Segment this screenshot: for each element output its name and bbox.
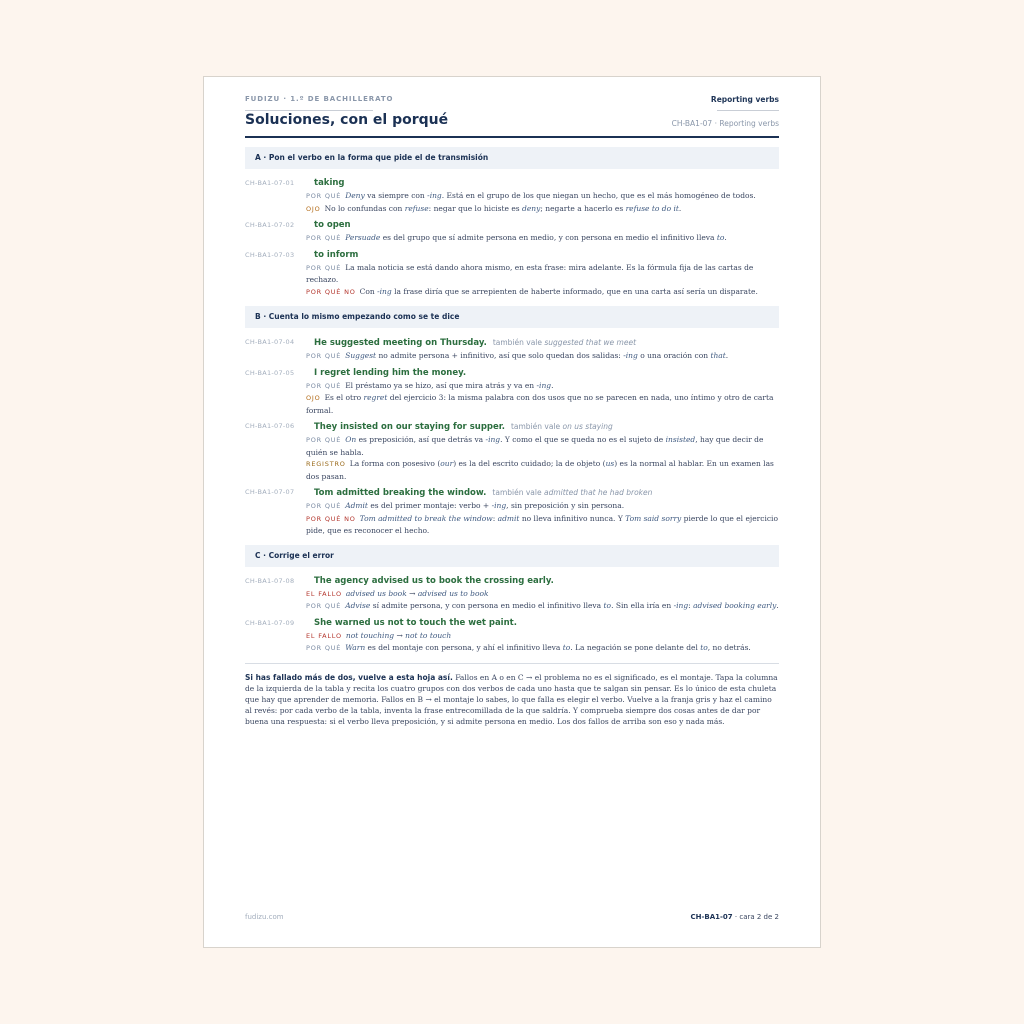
closing-paragraph	[245, 672, 779, 728]
explanation-note	[306, 588, 779, 601]
note-text: Es el otro regret del ejercicio 3: la misma palabra con dos usos que no se parecen en nada, uno íntimo y otro de carta formal.	[306, 393, 774, 415]
note-text: On es preposición, así que detrás va -ing. Y como el que se queda no es el sujeto de insisted, hay que decir de quién se habla.	[306, 435, 764, 457]
footer-site: fudizu.com	[245, 913, 284, 921]
note-tag: POR QUÉ	[306, 502, 342, 510]
item-code: CH-BA1-07-01	[245, 179, 295, 187]
solution-item	[245, 219, 779, 245]
solution-item	[245, 177, 779, 215]
note-text: Warn es del montaje con persona, y ahí el infinitivo lleva to. La negación se pone delante del to, no detrás.	[345, 643, 751, 652]
explanation-note	[306, 630, 779, 643]
note-text: Persuade es del grupo que sí admite persona en medio, y con persona en medio el infinitivo lleva to.	[345, 233, 727, 242]
item-code: CH-BA1-07-05	[245, 368, 295, 377]
note-text: not touching → not to touch	[345, 630, 452, 640]
note-tag: POR QUÉ	[306, 602, 342, 610]
note-text: Con -ing la frase diría que se arrepienten de haberte informado, que en una carta así sería un disparate.	[359, 286, 758, 296]
note-tag: POR QUÉ	[306, 436, 342, 444]
answer-text	[314, 177, 779, 190]
note-text: No lo confundas con refuse: negar que lo hiciste es deny; negarte a hacerlo es refuse to do it.	[324, 203, 682, 213]
answer-text	[314, 420, 779, 434]
answer-value: taking	[314, 178, 345, 188]
explanation-note	[306, 600, 779, 613]
alternative-value: suggested that we meet	[544, 338, 637, 347]
explanation-note	[306, 190, 779, 203]
alternative-answer	[493, 338, 636, 347]
answer-text	[314, 249, 779, 262]
note-tag: EL FALLO	[306, 589, 342, 598]
topic-label: Reporting verbs	[710, 95, 779, 104]
alternative-value: admitted that he had broken	[543, 488, 653, 497]
explanation-note	[306, 513, 779, 537]
solution-item	[245, 575, 779, 613]
note-tag: POR QUÉ	[306, 192, 342, 200]
answer-text	[314, 336, 779, 350]
item-code: CH-BA1-07-08	[245, 576, 295, 585]
answer-value: She warned us not to touch the wet paint.	[314, 617, 517, 628]
footer-page	[691, 913, 780, 921]
note-text: Deny va siempre con -ing. Está en el grupo de los que niegan un hecho, que es el más homogéneo de todos.	[345, 191, 756, 200]
note-text: Advise sí admite persona, y con persona en medio el infinitivo lleva to. Sin ella iría en -ing: advised booking early.	[345, 601, 779, 610]
answer-value: I regret lending him the money.	[314, 367, 467, 378]
note-tag: POR QUÉ	[306, 263, 342, 272]
solution-item	[245, 420, 779, 482]
explanation-note	[306, 434, 779, 458]
alternative-prefix: también vale	[492, 338, 542, 347]
sheet-code: CH-BA1-07 · Reporting verbs	[671, 119, 779, 128]
note-tag: POR QUÉ	[306, 352, 342, 360]
explanation-note	[306, 392, 779, 416]
closing-heading: Si has fallado más de dos, vuelve a esta hoja así.	[245, 672, 453, 682]
explanation-note	[306, 286, 779, 299]
item-code: CH-BA1-07-02	[245, 221, 295, 229]
solution-item	[245, 367, 779, 417]
closing-divider	[245, 663, 779, 664]
note-text: La forma con posesivo (our) es la del escrito cuidado; la de objeto (us) es la normal al hablar. En un examen las dos pasan.	[306, 459, 774, 481]
answer-text	[314, 486, 779, 500]
note-text: Admit es del primer montaje: verbo + -ing, sin preposición y sin persona.	[345, 501, 625, 510]
answer-value: to inform	[314, 249, 359, 260]
explanation-note	[306, 500, 779, 513]
note-tag: POR QUÉ NO	[306, 287, 356, 296]
note-tag: OJO	[306, 204, 321, 213]
answer-text	[314, 617, 779, 630]
section-heading: A · Pon el verbo en la forma que pide el de transmisión	[245, 147, 779, 169]
solution-item	[245, 617, 779, 655]
note-tag: POR QUÉ NO	[306, 514, 356, 523]
worksheet-page	[203, 76, 821, 948]
section-heading: B · Cuenta lo mismo empezando como se te dice	[245, 306, 779, 328]
page-title: Soluciones, con el porqué	[245, 112, 449, 128]
topic-underline	[717, 110, 779, 111]
explanation-note	[306, 262, 779, 286]
answer-value: Tom admitted breaking the window.	[314, 488, 487, 498]
solution-item	[245, 249, 779, 299]
note-text: Tom admitted to break the window: admit no lleva infinitivo nunca. Y Tom said sorry pierde lo que el ejercicio pide, que es reconocer el hecho.	[306, 513, 778, 535]
alternative-answer	[511, 422, 613, 431]
item-code: CH-BA1-07-03	[245, 250, 295, 259]
explanation-note	[306, 232, 779, 245]
brand-label: FUDIZU · 1.º DE BACHILLERATO	[245, 95, 394, 103]
answer-value: The agency advised us to book the crossing early.	[314, 575, 554, 586]
note-tag: EL FALLO	[306, 631, 342, 640]
note-tag: POR QUÉ	[306, 381, 342, 390]
answer-value: They insisted on our staying for supper.	[314, 422, 505, 432]
explanation-note	[306, 350, 779, 363]
alternative-prefix: también vale	[510, 422, 561, 431]
footer-code: CH-BA1-07	[690, 913, 733, 921]
item-code: CH-BA1-07-07	[245, 488, 295, 496]
answer-value: to open	[314, 220, 351, 230]
alternative-answer	[492, 488, 652, 497]
brand-underline	[245, 110, 373, 111]
note-text: El préstamo ya se hizo, así que mira atrás y va en -ing.	[345, 380, 554, 390]
answer-text	[314, 219, 779, 232]
section-heading: C · Corrige el error	[245, 545, 779, 567]
title-divider	[245, 136, 779, 138]
item-code: CH-BA1-07-04	[245, 338, 295, 346]
footer-page-number: · cara 2 de 2	[732, 913, 779, 921]
explanation-note	[306, 642, 779, 655]
answer-text	[314, 575, 779, 588]
explanation-note	[306, 458, 779, 482]
closing-body: Fallos en A o en C → el problema no es el significado, es el montaje. Tapa la columna de la izquierda de la tabla y recita los cuatro grupos con dos verbos de cada uno hasta que te salgan sin pensar. Es lo único de esta chuleta que hay que aprender de memoria. Fallos en B → el montaje lo sabes, lo que falla es elegir el verbo. Vuelve a la franja gris y haz el camino al revés: por cada verbo de la tabla, inventa la frase entrecomillada de la que saldría. Y comprueba siempre dos cosas antes de dar por buena una respuesta: si el verbo lleva preposición, y si admite persona en medio. Los dos fallos de arriba son eso y nada más.	[245, 672, 778, 727]
note-tag: POR QUÉ	[306, 644, 342, 652]
note-text: Suggest no admite persona + infinitivo, así que solo quedan dos salidas: -ing o una oración con that.	[345, 351, 729, 360]
alternative-prefix: también vale	[492, 488, 542, 497]
note-text: La mala noticia se está dando ahora mismo, en esta frase: mira adelante. Es la fórmula fija de las cartas de rechazo.	[306, 262, 754, 284]
note-tag: POR QUÉ	[306, 234, 342, 242]
note-tag: REGISTRO	[306, 460, 346, 468]
solution-item	[245, 486, 779, 537]
answer-value: He suggested meeting on Thursday.	[314, 338, 487, 348]
answer-text	[314, 367, 779, 380]
solutions-content	[245, 147, 779, 728]
explanation-note	[306, 203, 779, 216]
item-code: CH-BA1-07-09	[245, 618, 295, 627]
explanation-note	[306, 380, 779, 393]
note-tag: OJO	[306, 394, 321, 402]
item-code: CH-BA1-07-06	[245, 422, 295, 430]
note-text: advised us book → advised us to book	[345, 588, 489, 598]
solution-item	[245, 336, 779, 363]
alternative-value: on us staying	[562, 422, 613, 431]
